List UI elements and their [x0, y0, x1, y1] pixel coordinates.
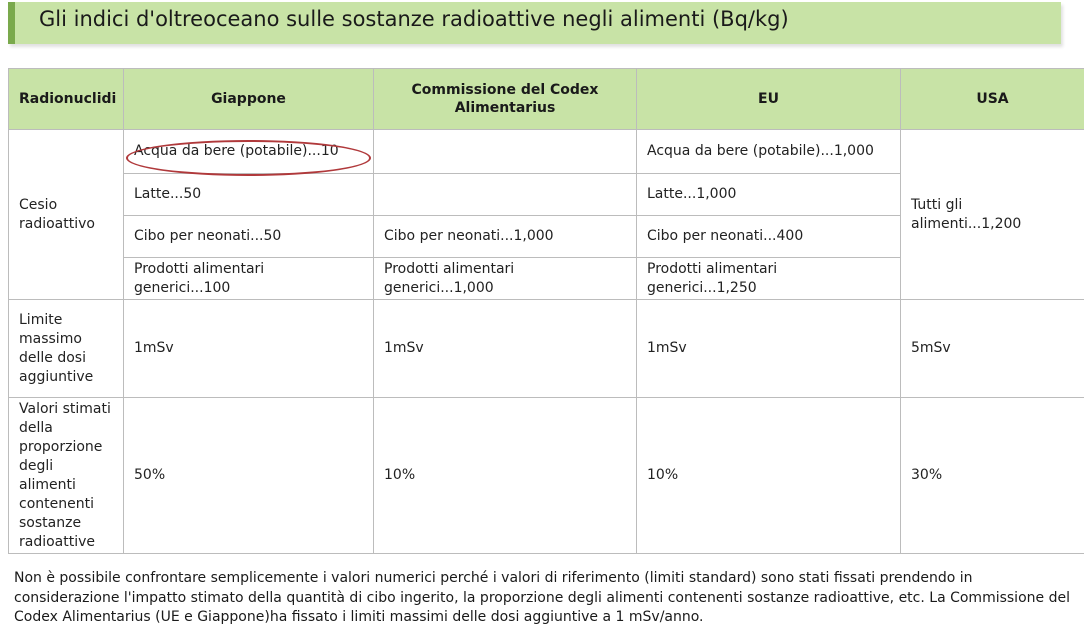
cell-japan-proportion: 50% [124, 398, 374, 554]
cell-text: Acqua da bere (potabile)...10 [134, 143, 339, 159]
header-usa: USA [901, 69, 1084, 130]
cell-eu-infant-food: Cibo per neonati...400 [637, 216, 901, 258]
highlighted-value [134, 143, 339, 159]
cell-codex-water [374, 130, 637, 174]
cell-usa-all-foods: Tutti gli alimenti...1,200 [901, 130, 1084, 300]
header-radionuclidi: Radionuclidi [9, 69, 124, 130]
cell-codex-dose: 1mSv [374, 300, 637, 398]
header-codex: Commissione del Codex Alimentarius [374, 69, 637, 130]
cell-japan-infant-food: Cibo per neonati...50 [124, 216, 374, 258]
table-row [9, 398, 1084, 554]
row-label-dose-limit: Limite massimo delle dosi aggiuntive [9, 300, 124, 398]
header-eu: EU [637, 69, 901, 130]
cell-eu-milk: Latte...1,000 [637, 174, 901, 216]
cell-codex-proportion: 10% [374, 398, 637, 554]
cell-japan-milk: Latte...50 [124, 174, 374, 216]
table-row [9, 300, 1084, 398]
cell-codex-general-food: Prodotti alimentari generici...1,000 [374, 258, 637, 300]
radioactivity-limits-table [8, 68, 1084, 554]
cell-eu-dose: 1mSv [637, 300, 901, 398]
footnote: Non è possibile confrontare semplicemente i valori numerici perché i valori di riferimento (limiti standard) sono stati fissati prendendo in considerazione l'impatto stimato della quantità di cibo ingerito, la proporzione degli alimenti contenenti sostanze radioattive, etc. La Commissione del Codex Alimentarius (UE e Giappone)ha fissato i limiti massimi delle dosi aggiuntive a 1 mSv/anno. [14, 570, 1070, 625]
cell-codex-infant-food: Cibo per neonati...1,000 [374, 216, 637, 258]
cell-japan-dose: 1mSv [124, 300, 374, 398]
cell-japan-water [124, 130, 374, 174]
cell-usa-proportion: 30% [901, 398, 1084, 554]
page-title-bar [8, 2, 1061, 44]
page-title: Gli indici d'oltreoceano sulle sostanze radioattive negli alimenti (Bq/kg) [39, 7, 789, 31]
cell-eu-proportion: 10% [637, 398, 901, 554]
cell-eu-water: Acqua da bere (potabile)...1,000 [637, 130, 901, 174]
cell-codex-milk [374, 174, 637, 216]
cell-eu-general-food: Prodotti alimentari generici...1,250 [637, 258, 901, 300]
cell-usa-dose: 5mSv [901, 300, 1084, 398]
table-header-row [9, 69, 1084, 130]
row-label-proportion: Valori stimati della proporzione degli alimenti contenenti sostanze radioattive [9, 398, 124, 554]
row-label-cesium: Cesio radioattivo [9, 130, 124, 300]
header-giappone: Giappone [124, 69, 374, 130]
table-row [9, 130, 1084, 174]
cell-japan-general-food: Prodotti alimentari generici...100 [124, 258, 374, 300]
